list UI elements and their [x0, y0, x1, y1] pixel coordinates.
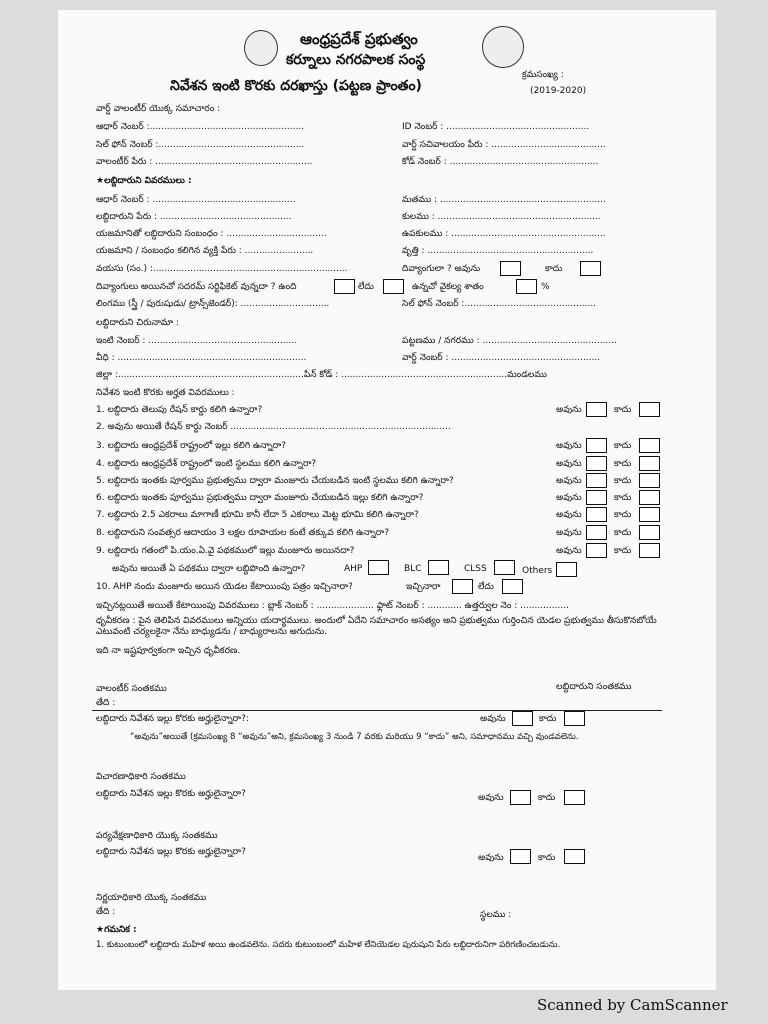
inquiry-question: లబ్దిదారు నివేశన ఇల్లు కొరకు అర్హులైన్నారా?	[96, 789, 246, 799]
scheme-question: అవును అయితే ఏ పథకము ద్వారా లబ్దిపొంది ఉన్నారా?	[112, 564, 306, 574]
question-10-no-label: లేదు	[478, 582, 494, 592]
beneficiary-signature-label: లబ్దిదారుని సంతకము	[556, 682, 632, 692]
disability-percent-label: ఉన్నచో వైకల్య శాతం	[412, 282, 484, 292]
eligibility-yes-checkbox[interactable]	[512, 711, 533, 726]
volunteer-heading: వార్డ్ వాలంటీర్ యొక్క సమాచారం :	[96, 104, 221, 114]
address-street: వీధి : ..................................................................	[96, 353, 307, 363]
eligibility-no-label: కాదు	[539, 714, 557, 724]
beneficiary-age: వయసు (సం.) :....................................................................	[96, 264, 348, 274]
question-8-yes-label: అవును	[556, 528, 582, 538]
question-6-yes-label: అవును	[556, 493, 582, 503]
question-10-yes-checkbox[interactable]	[452, 579, 473, 594]
volunteer-id: ID నెంబర్ : ..................................................	[402, 122, 590, 132]
note-1: 1. కుటుంబంలో లబ్దిదారు మహిళ అయి ఉండవలెను. సదరు కుటుంబంలో మహిళ లేనియెడల పురుషుని పేరు లబ్దిదారునిగా పరిగణించబడును.	[96, 940, 561, 950]
question-5-no-checkbox[interactable]	[639, 473, 660, 488]
supervisor-no-label: కాదు	[538, 853, 556, 863]
camscanner-watermark: Scanned by CamScanner	[537, 996, 728, 1014]
question-5-no-label: కాదు	[614, 476, 632, 486]
question-8-no-checkbox[interactable]	[639, 525, 660, 540]
volunteer-code: కోడ్ నెంబర్ : ....................................................	[402, 157, 599, 167]
disabled-no-checkbox[interactable]	[580, 261, 601, 276]
eligibility-no-checkbox[interactable]	[564, 711, 585, 726]
question-9-no-label: కాదు	[614, 546, 632, 556]
question-9-no-checkbox[interactable]	[639, 543, 660, 558]
question-4: 4. లబ్దిదారు ఆంధ్రప్రదేశ్ రాష్ట్రంలో ఇంటి స్థలము కలిగి ఉన్నారా?	[96, 459, 317, 469]
scheme-blc-checkbox[interactable]	[428, 560, 449, 575]
beneficiary-gender: లింగము (స్త్రీ / పురుషుడు/ ట్రాన్స్‌జెండర్): ...............................	[96, 299, 330, 309]
question-5-yes-checkbox[interactable]	[586, 473, 607, 488]
question-4-no-checkbox[interactable]	[639, 456, 660, 471]
address-ward: వార్డ్ నెంబర్ : ....................................................	[402, 353, 601, 363]
decision-officer-signature-label: నిర్ణయాధికారి యొక్క సంతకము	[96, 893, 207, 903]
question-7-yes-checkbox[interactable]	[586, 507, 607, 522]
volunteer-date-label: తేది :	[96, 698, 116, 708]
scheme-clss-label: CLSS	[464, 564, 487, 574]
beneficiary-guardian: యజమాని / సంబంధం కలిగిన వ్యక్తి పేరు : ........................	[96, 246, 314, 256]
volunteer-name: వాలంటీర్ పేరు : .......................................................	[96, 157, 313, 167]
question-1: 1. లబ్దిదారు తెలుపు రేషన్ కార్డు కలిగి ఉన్నారా?	[96, 405, 263, 415]
govt-title: ఆంధ్రప్రదేశ్ ప్రభుత్వం	[300, 30, 418, 48]
supervisor-signature-label: పర్యవేక్షణాధికారి యొక్క సంతకము	[96, 831, 218, 841]
disability-percent-box[interactable]	[516, 279, 537, 294]
question-1-yes-label: అవును	[556, 405, 582, 415]
certificate-label: దివ్యాంగులు అయినచో సదరమ్ సర్టిఫికెట్ వున్నదా ? ఉంది	[96, 282, 297, 292]
beneficiary-cell: సెల్ ఫోన్ నెంబర్ :..............................................	[402, 299, 597, 309]
scheme-blc-label: BLC	[404, 564, 422, 574]
question-9: 9. లబ్దిదారు గతంలో పి.యం.ఏ.వై పథకములో ఇల్లు మంజూరు అయినదా?	[96, 546, 355, 556]
question-5: 5. లబ్దిదారు ఇంతకు పూర్వము ప్రభుత్వము ద్వారా మంజూరు చేయబడిన ఇంటి స్థలము కలిగి ఉన్నారా?	[96, 476, 454, 486]
kurnool-emblem-icon	[482, 26, 524, 68]
place-label: స్థలము :	[480, 910, 512, 920]
address-town: పట్టణము / నగరము : ...............................................	[402, 336, 617, 346]
inquiry-yes-checkbox[interactable]	[510, 790, 531, 805]
beneficiary-occupation: వృత్తి : ..........................................................	[402, 246, 594, 256]
disabled-no-label: కాదు	[545, 264, 563, 274]
volunteer-aadhaar: ఆధార్ నెంబర్ :......................................................	[96, 122, 305, 132]
inquiry-yes-label: అవును	[478, 793, 504, 803]
serial-label: క్రమసంఖ్య :	[522, 70, 564, 80]
scheme-ahp-checkbox[interactable]	[368, 560, 389, 575]
ap-emblem-icon	[244, 30, 278, 66]
question-3-no-checkbox[interactable]	[639, 438, 660, 453]
question-9-yes-label: అవును	[556, 546, 582, 556]
volunteer-phone: సెల్ ఫోన్ నెంబర్ :...................................................	[96, 140, 305, 150]
question-10: 10. AHP నందు మంజూరు అయిన యెడల కేటాయింపు పత్రం ఇచ్చినారా?	[96, 582, 353, 592]
question-7: 7. లబ్దిదారు 2.5 ఎకరాలు మాగాణీ భూమి కానీ లేదా 5 ఎకరాలు మెట్ట భూమి కలిగి ఉన్నారా?	[96, 510, 419, 520]
question-7-no-label: కాదు	[614, 510, 632, 520]
scheme-others-label: Others	[522, 566, 553, 576]
question-7-yes-label: అవును	[556, 510, 582, 520]
corp-title: కర్నూలు నగరపాలక సంస్థ	[286, 52, 426, 68]
declaration-consent: ఇది నా ఇష్టపూర్వకంగా ఇచ్చిన ధృవీకరణ.	[96, 646, 241, 656]
beneficiary-aadhaar: ఆధార్ నెంబర్ : ..................................................	[96, 195, 296, 205]
question-8: 8. లబ్దిదారుని సంవత్సర ఆదాయం 3 లక్షల రూపాయల కంటే తక్కువ కలిగి ఉన్నారా?	[96, 528, 390, 538]
scheme-others-checkbox[interactable]	[556, 562, 577, 577]
supervisor-yes-label: అవును	[478, 853, 504, 863]
question-3-yes-label: అవును	[556, 441, 582, 451]
beneficiary-subcaste: ఉపకులము : ......................................................	[402, 229, 606, 239]
eligibility-note: “అవును”అయితే (క్రమసంఖ్య 8 “అవును”అని, క్రమసంఖ్య 3 నుండి 7 వరకు మరియు 9 “కాదు” అని, సమాధానము వచ్చి వుండవలెను.	[130, 732, 579, 742]
notes-heading: ★గమనిక :	[96, 925, 137, 935]
question-10-yes-label: ఇచ్చినారా	[406, 582, 441, 592]
question-10-no-checkbox[interactable]	[502, 579, 523, 594]
beneficiary-relation: యజమానితో లబ్దిదారుని సంబంధం : ...................................	[96, 229, 327, 239]
eligibility-yes-label: అవును	[480, 714, 506, 724]
volunteer-ward-office: వార్డ్ సచివాలయం పేరు : ........................................	[402, 140, 606, 150]
scheme-ahp-label: AHP	[344, 564, 363, 574]
question-2: 2. అవును అయితే రేషన్ కార్డు నెంబర్ .............................................................................	[96, 422, 451, 432]
eligibility-question: లబ్దిదారు నివేశన ఇల్లు కొరకు అర్హులైన్నారా?:	[96, 714, 249, 724]
question-4-yes-label: అవును	[556, 459, 582, 469]
address-district: జిల్లా :.................................................................పిన్ కోడ్ : ..........................................................మండలము	[96, 370, 547, 380]
address-heading: లబ్దిదారుని చిరునామా :	[96, 318, 180, 328]
question-5-yes-label: అవును	[556, 476, 582, 486]
disabled-yes-checkbox[interactable]	[500, 261, 521, 276]
certificate-no-checkbox[interactable]	[383, 279, 404, 294]
question-1-no-checkbox[interactable]	[639, 402, 660, 417]
scheme-clss-checkbox[interactable]	[494, 560, 515, 575]
supervisor-no-checkbox[interactable]	[564, 849, 585, 864]
question-4-no-label: కాదు	[614, 459, 632, 469]
percent-sign: %	[541, 282, 550, 292]
question-7-no-checkbox[interactable]	[639, 507, 660, 522]
decision-date-label: తేది :	[96, 907, 116, 917]
question-6-yes-checkbox[interactable]	[586, 490, 607, 505]
question-9-yes-checkbox[interactable]	[586, 543, 607, 558]
volunteer-signature-label: వాలంటీర్ సంతకము	[96, 684, 167, 694]
question-8-no-label: కాదు	[614, 528, 632, 538]
eligibility-heading: నివేశన ఇంటి కొరకు అర్హత వివరములు :	[96, 388, 235, 398]
question-6-no-label: కాదు	[614, 493, 632, 503]
question-1-yes-checkbox[interactable]	[586, 402, 607, 417]
question-6: 6. లబ్దిదారు ఇంతకు పూర్వము ప్రభుత్వము ద్వారా మంజూరు చేయబడిన ఇల్లు కలిగి ఉన్నారా?	[96, 493, 424, 503]
declaration-text: ధృవీకరణ : పైన తెలిపిన వివరములు అన్నియు యదార్థములు. అందులో ఏదేని సమాచారం అసత్యం అని ప్రభుత్వము గుర్తించిన యెడల ప్రభుత్వము తీసుకొనబోయే ఎటువంటి చర్యలకైనా నేను బాధ్యుడను / బాధ్యురాలను అగుదును.	[96, 616, 657, 637]
form-title: నివేశన ఇంటి కొరకు దరఖాస్తు (పట్టణ ప్రాంతం)	[170, 78, 422, 94]
certificate-no-label: లేదు	[358, 282, 374, 292]
address-house: ఇంటి నెంబర్ : ....................................................	[96, 336, 298, 346]
beneficiary-religion: మతము : ..........................................................	[402, 195, 606, 205]
supervisor-yes-checkbox[interactable]	[510, 849, 531, 864]
inquiry-no-label: కాదు	[538, 793, 556, 803]
question-1-no-label: కాదు	[614, 405, 632, 415]
question-3: 3. లబ్దిదారు ఆంధ్రప్రదేశ్ రాష్ట్రంలో ఇల్లు కలిగి ఉన్నారా?	[96, 441, 287, 451]
question-4-yes-checkbox[interactable]	[586, 456, 607, 471]
question-6-no-checkbox[interactable]	[639, 490, 660, 505]
supervisor-question: లబ్దిదారు నివేశన ఇల్లు కొరకు అర్హులైన్నారా?	[96, 847, 246, 857]
beneficiary-heading: ★లబ్దిదారుని వివరములు :	[96, 176, 192, 186]
question-3-yes-checkbox[interactable]	[586, 438, 607, 453]
inquiry-officer-signature-label: విచారణాధికారి సంతకము	[96, 772, 186, 782]
year-label: (2019-2020)	[530, 86, 587, 96]
allotment-details: ఇచ్చినట్లయితే అయితే కేటాయింపు వివరములు : బ్లాక్ నెంబర్ : .................... ఫ్లాట్ నెంబర్ : ............ ఉత్తర్వుల నెం : .................	[96, 601, 569, 611]
inquiry-no-checkbox[interactable]	[564, 790, 585, 805]
beneficiary-caste: కులము : .........................................................	[402, 212, 601, 222]
question-3-no-label: కాదు	[614, 441, 632, 451]
certificate-yes-checkbox[interactable]	[334, 279, 355, 294]
beneficiary-name: లబ్దిదారుని పేరు : ..............................................	[96, 212, 292, 222]
question-8-yes-checkbox[interactable]	[586, 525, 607, 540]
disabled-label: దివ్యాంగులా ? అవును	[402, 264, 481, 274]
